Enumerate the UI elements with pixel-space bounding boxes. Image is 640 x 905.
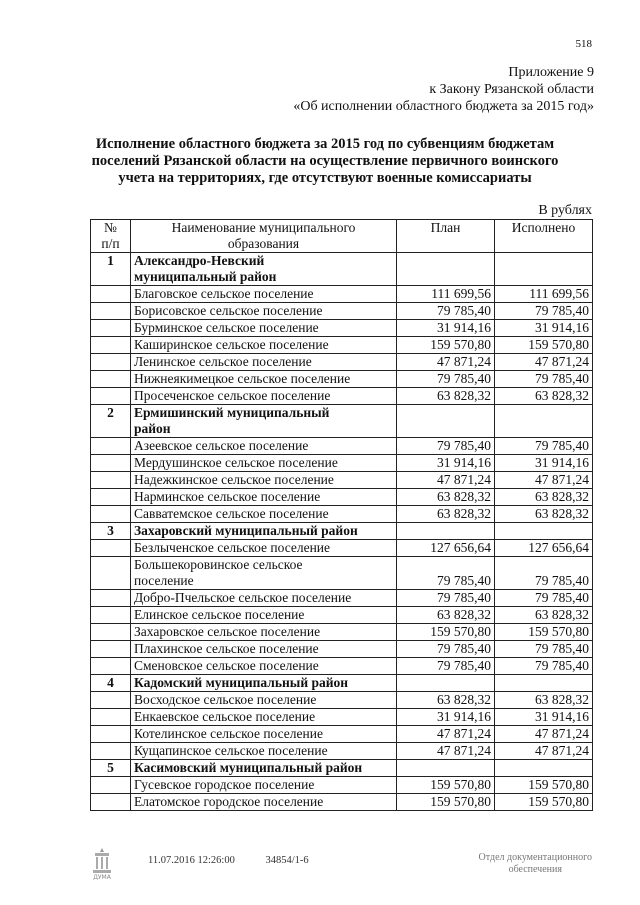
row-number [91,320,131,337]
row-number [91,777,131,794]
units-label: В рублях [538,203,592,218]
settlement-name: Борисовское сельское поселение [131,303,397,320]
district-plan [397,405,495,438]
plan-value: 111 699,56 [397,286,495,303]
settlement-name: Сменовское сельское поселение [131,658,397,675]
header-name: Наименование муниципального образования [131,220,397,253]
header-done: Исполнено [495,220,593,253]
done-value: 47 871,24 [495,726,593,743]
plan-value: 159 570,80 [397,777,495,794]
done-value: 79 785,40 [495,303,593,320]
table-row [91,641,593,658]
settlement-name: Мердушинское сельское поселение [131,455,397,472]
plan-value: 47 871,24 [397,354,495,371]
row-number [91,658,131,675]
table-row [91,354,593,371]
plan-value: 159 570,80 [397,794,495,811]
settlement-name: Плахинское сельское поселение [131,641,397,658]
plan-value: 79 785,40 [397,557,495,590]
plan-value: 47 871,24 [397,472,495,489]
district-name: Ермишинский муниципальный район [131,405,397,438]
district-name: Кадомский муниципальный район [131,675,397,692]
table-row [91,371,593,388]
table-row [91,794,593,811]
district-plan [397,253,495,286]
settlement-name: Котелинское сельское поселение [131,726,397,743]
settlement-name: Енкаевское сельское поселение [131,709,397,726]
settlement-name: Гусевское городское поселение [131,777,397,794]
table-row [91,726,593,743]
done-value: 47 871,24 [495,472,593,489]
done-value: 159 570,80 [495,777,593,794]
row-number [91,472,131,489]
settlement-name: Азеевское сельское поселение [131,438,397,455]
district-index: 1 [91,253,131,286]
done-value: 79 785,40 [495,658,593,675]
table-row [91,709,593,726]
row-number [91,557,131,590]
plan-value: 31 914,16 [397,709,495,726]
district-index: 5 [91,760,131,777]
table-row [91,337,593,354]
district-name: Касимовский муниципальный район [131,760,397,777]
district-done [495,253,593,286]
district-row [91,253,593,286]
office-stamp: Отдел документационного обеспечения [478,852,592,875]
district-done [495,675,593,692]
settlement-name: Восходское сельское поселение [131,692,397,709]
district-index: 3 [91,523,131,540]
settlement-name: Савватемское сельское поселение [131,506,397,523]
settlement-name: Нижнеякимецкое сельское поселение [131,371,397,388]
header-number: № п/п [91,220,131,253]
plan-value: 63 828,32 [397,692,495,709]
footer-datetime: 11.07.2016 12:26:00 [148,855,235,866]
district-plan [397,523,495,540]
done-value: 79 785,40 [495,557,593,590]
plan-value: 159 570,80 [397,624,495,641]
done-value: 31 914,16 [495,709,593,726]
done-value: 63 828,32 [495,506,593,523]
plan-value: 79 785,40 [397,641,495,658]
done-value: 47 871,24 [495,354,593,371]
settlement-name: Кущапинское сельское поселение [131,743,397,760]
district-row [91,675,593,692]
plan-value: 31 914,16 [397,320,495,337]
plan-value: 63 828,32 [397,607,495,624]
appendix-header [293,64,594,115]
footer-doc-number: 34854/1-6 [265,855,309,866]
settlement-name: Надежкинское сельское поселение [131,472,397,489]
table-row [91,286,593,303]
row-number [91,489,131,506]
row-number [91,743,131,760]
done-value: 47 871,24 [495,743,593,760]
appendix-line: «Об исполнении областного бюджета за 2015 год» [293,99,594,114]
row-number [91,388,131,405]
table-row [91,303,593,320]
row-number [91,506,131,523]
svg-text:ДУМА: ДУМА [93,874,111,880]
district-done [495,760,593,777]
district-name: Александро-Невский муниципальный район [131,253,397,286]
done-value: 79 785,40 [495,641,593,658]
row-number [91,641,131,658]
plan-value: 47 871,24 [397,743,495,760]
row-number [91,303,131,320]
plan-value: 31 914,16 [397,455,495,472]
title-line: Исполнение областного бюджета за 2015 год по субвенциям бюджетам [95,136,555,152]
plan-value: 79 785,40 [397,658,495,675]
settlement-name: Большекоровинское сельское поселение [131,557,397,590]
plan-value: 159 570,80 [397,337,495,354]
done-value: 79 785,40 [495,438,593,455]
table-row [91,506,593,523]
settlement-name: Благовское сельское поселение [131,286,397,303]
plan-value: 63 828,32 [397,388,495,405]
settlement-name: Ленинское сельское поселение [131,354,397,371]
row-number [91,438,131,455]
settlement-name: Безлыченское сельское поселение [131,540,397,557]
table-row [91,438,593,455]
row-number [91,590,131,607]
district-row [91,760,593,777]
table-row [91,320,593,337]
settlement-name: Каширинское сельское поселение [131,337,397,354]
done-value: 159 570,80 [495,794,593,811]
table-row [91,743,593,760]
title-line: поселений Рязанской области на осуществление первичного воинского [91,153,559,169]
table-row [91,489,593,506]
done-value: 63 828,32 [495,388,593,405]
table-body [91,253,593,811]
plan-value: 47 871,24 [397,726,495,743]
done-value: 127 656,64 [495,540,593,557]
plan-value: 79 785,40 [397,303,495,320]
done-value: 159 570,80 [495,624,593,641]
settlement-name: Бурминское сельское поселение [131,320,397,337]
table-row [91,557,593,590]
duma-logo-icon [90,846,114,880]
document-title [60,136,590,187]
footer-meta [148,855,337,866]
table-row [91,777,593,794]
settlement-name: Елатомское городское поселение [131,794,397,811]
appendix-line: Приложение 9 [508,65,594,80]
budget-table [90,219,593,811]
row-number [91,371,131,388]
done-value: 159 570,80 [495,337,593,354]
row-number [91,354,131,371]
row-number [91,540,131,557]
district-row [91,405,593,438]
district-done [495,523,593,540]
done-value: 31 914,16 [495,320,593,337]
plan-value: 79 785,40 [397,438,495,455]
table-row [91,607,593,624]
district-plan [397,675,495,692]
plan-value: 63 828,32 [397,489,495,506]
done-value: 111 699,56 [495,286,593,303]
page-number: 518 [575,38,592,50]
appendix-line: к Закону Рязанской области [429,82,594,97]
table-row [91,455,593,472]
row-number [91,624,131,641]
plan-value: 79 785,40 [397,371,495,388]
settlement-name: Добро-Пчельское сельское поселение [131,590,397,607]
table-row [91,624,593,641]
table-row [91,692,593,709]
settlement-name: Нарминское сельское поселение [131,489,397,506]
title-line: учета на территориях, где отсутствуют военные комиссариаты [118,170,532,186]
district-row [91,523,593,540]
plan-value: 127 656,64 [397,540,495,557]
table-row [91,590,593,607]
row-number [91,455,131,472]
table-row [91,540,593,557]
row-number [91,337,131,354]
table-header-row [91,220,593,253]
table-row [91,472,593,489]
done-value: 63 828,32 [495,692,593,709]
district-index: 4 [91,675,131,692]
done-value: 31 914,16 [495,455,593,472]
done-value: 63 828,32 [495,607,593,624]
row-number [91,709,131,726]
district-done [495,405,593,438]
done-value: 63 828,32 [495,489,593,506]
header-plan: План [397,220,495,253]
district-name: Захаровский муниципальный район [131,523,397,540]
row-number [91,286,131,303]
row-number [91,726,131,743]
row-number [91,607,131,624]
settlement-name: Елинское сельское поселение [131,607,397,624]
table-row [91,658,593,675]
row-number [91,692,131,709]
district-plan [397,760,495,777]
done-value: 79 785,40 [495,590,593,607]
table-row [91,388,593,405]
settlement-name: Просеченское сельское поселение [131,388,397,405]
settlement-name: Захаровское сельское поселение [131,624,397,641]
plan-value: 63 828,32 [397,506,495,523]
plan-value: 79 785,40 [397,590,495,607]
row-number [91,794,131,811]
done-value: 79 785,40 [495,371,593,388]
district-index: 2 [91,405,131,438]
